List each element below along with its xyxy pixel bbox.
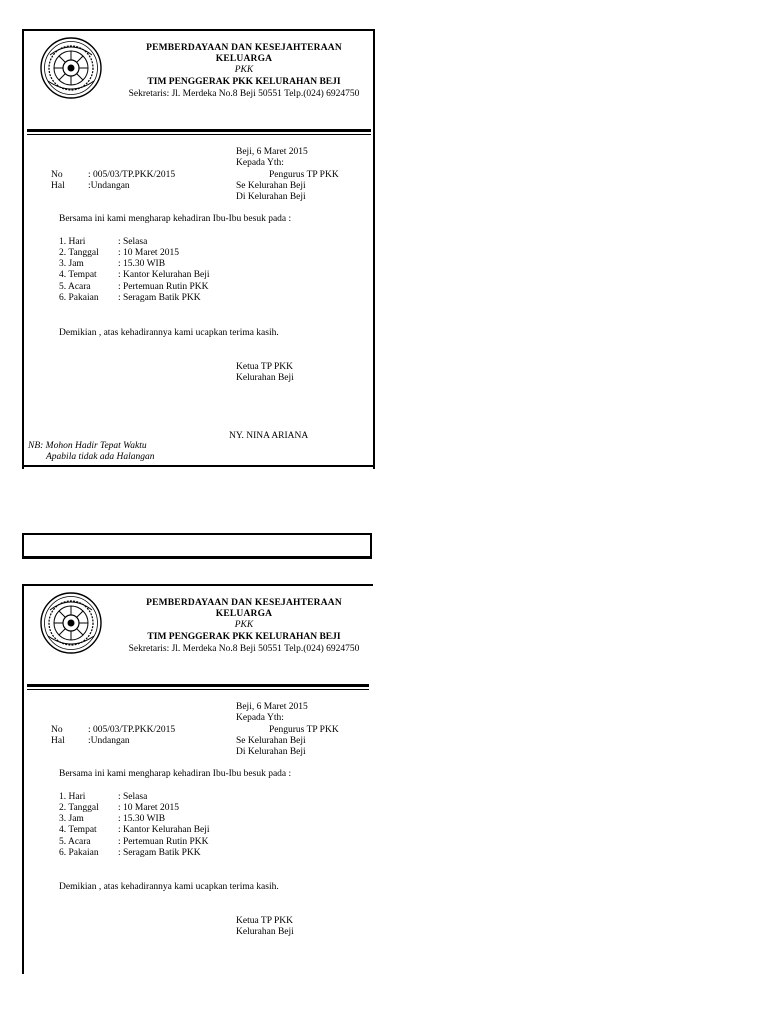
- subject-value: :Undangan: [88, 736, 130, 746]
- item-value: : 15.30 WIB: [118, 814, 166, 824]
- signature-title: Ketua TP PKK: [236, 362, 293, 372]
- pkk-label: PKK: [234, 620, 254, 630]
- subject-label: Hal: [51, 181, 65, 191]
- addressee-se-kelurahan: Se Kelurahan Beji: [236, 181, 306, 191]
- number-label: No: [51, 725, 63, 735]
- empty-frame-box: [22, 533, 372, 559]
- addressee-heading: Kepada Yth:: [236, 158, 284, 168]
- org-name-line2: KELUARGA: [215, 54, 273, 64]
- item-value: : Pertemuan Rutin PKK: [118, 282, 209, 292]
- item-value: : Selasa: [118, 237, 148, 247]
- org-name-line1: PEMBERDAYAAN DAN KESEJAHTERAAN: [146, 43, 342, 53]
- pkk-label: PKK: [234, 65, 254, 75]
- addressee-pengurus: Pengurus TP PKK: [269, 725, 339, 735]
- addressee-heading: Kepada Yth:: [236, 713, 284, 723]
- addressee-pengurus: Pengurus TP PKK: [269, 170, 339, 180]
- item-label: 2. Tanggal: [59, 803, 99, 813]
- item-value: : 10 Maret 2015: [118, 803, 179, 813]
- signature-title: Ketua TP PKK: [236, 916, 293, 926]
- addressee-di-kelurahan: Di Kelurahan Beji: [236, 192, 306, 202]
- frame-left-border: [22, 29, 24, 469]
- item-value: : Seragam Batik PKK: [118, 293, 201, 303]
- number-value: : 005/03/TP.PKK/2015: [88, 725, 176, 735]
- item-value: : Kantor Kelurahan Beji: [118, 270, 210, 280]
- closing-text: Demikian , atas kehadirannya kami ucapkan terima kasih.: [59, 328, 279, 338]
- frame-top-border: [22, 584, 373, 586]
- header-divider-thick: [27, 684, 369, 687]
- closing-text: Demikian , atas kehadirannya kami ucapkan terima kasih.: [59, 882, 279, 892]
- item-value: : 10 Maret 2015: [118, 248, 179, 258]
- note-line2: Apabila tidak ada Halangan: [46, 452, 155, 462]
- header-divider-thin: [27, 689, 369, 690]
- letterhead: [110, 43, 378, 101]
- item-label: 6. Pakaian: [59, 293, 99, 303]
- item-label: 3. Jam: [59, 814, 84, 824]
- invitation-letter-2: [0, 584, 380, 1024]
- secretariat-address: Sekretaris: Jl. Merdeka No.8 Beji 50551 Telp.(024) 6924750: [128, 644, 360, 654]
- item-value: : 15.30 WIB: [118, 259, 166, 269]
- item-value: : Seragam Batik PKK: [118, 848, 201, 858]
- signature-place: Kelurahan Beji: [236, 373, 294, 383]
- number-value: : 005/03/TP.PKK/2015: [88, 170, 176, 180]
- item-label: 1. Hari: [59, 237, 86, 247]
- item-label: 5. Acara: [59, 837, 91, 847]
- frame-top-border: [22, 29, 375, 31]
- addressee-se-kelurahan: Se Kelurahan Beji: [236, 736, 306, 746]
- letter-date: Beji, 6 Maret 2015: [236, 147, 308, 157]
- note-line1: NB: Mohon Hadir Tepat Waktu: [28, 441, 147, 451]
- subject-value: :Undangan: [88, 181, 130, 191]
- org-name-line1: PEMBERDAYAAN DAN KESEJAHTERAAN: [146, 598, 342, 608]
- intro-text: Bersama ini kami mengharap kehadiran Ibu-Ibu besuk pada :: [59, 214, 292, 224]
- secretariat-address: Sekretaris: Jl. Merdeka No.8 Beji 50551 Telp.(024) 6924750: [128, 89, 360, 99]
- item-label: 5. Acara: [59, 282, 91, 292]
- item-value: : Selasa: [118, 792, 148, 802]
- frame-left-border: [22, 584, 24, 974]
- pkk-seal-logo: [40, 592, 102, 654]
- frame-bottom-border: [22, 465, 375, 467]
- number-label: No: [51, 170, 63, 180]
- letter-date: Beji, 6 Maret 2015: [236, 702, 308, 712]
- team-name: TIM PENGGERAK PKK KELURAHAN BEJI: [147, 632, 341, 642]
- item-label: 3. Jam: [59, 259, 84, 269]
- item-value: : Kantor Kelurahan Beji: [118, 825, 210, 835]
- org-name-line2: KELUARGA: [215, 609, 273, 619]
- invitation-letter-1: [0, 29, 380, 469]
- item-label: 4. Tempat: [59, 270, 97, 280]
- item-label: 4. Tempat: [59, 825, 97, 835]
- letterhead: [110, 598, 378, 656]
- item-label: 2. Tanggal: [59, 248, 99, 258]
- signer-name: NY. NINA ARIANA: [229, 431, 309, 441]
- intro-text: Bersama ini kami mengharap kehadiran Ibu-Ibu besuk pada :: [59, 769, 292, 779]
- header-divider-thick: [27, 129, 371, 132]
- signature-place: Kelurahan Beji: [236, 927, 294, 937]
- header-divider-thin: [27, 134, 371, 135]
- pkk-seal-logo: [40, 37, 102, 99]
- item-label: 1. Hari: [59, 792, 86, 802]
- subject-label: Hal: [51, 736, 65, 746]
- item-label: 6. Pakaian: [59, 848, 99, 858]
- item-value: : Pertemuan Rutin PKK: [118, 837, 209, 847]
- team-name: TIM PENGGERAK PKK KELURAHAN BEJI: [147, 77, 341, 87]
- addressee-di-kelurahan: Di Kelurahan Beji: [236, 747, 306, 757]
